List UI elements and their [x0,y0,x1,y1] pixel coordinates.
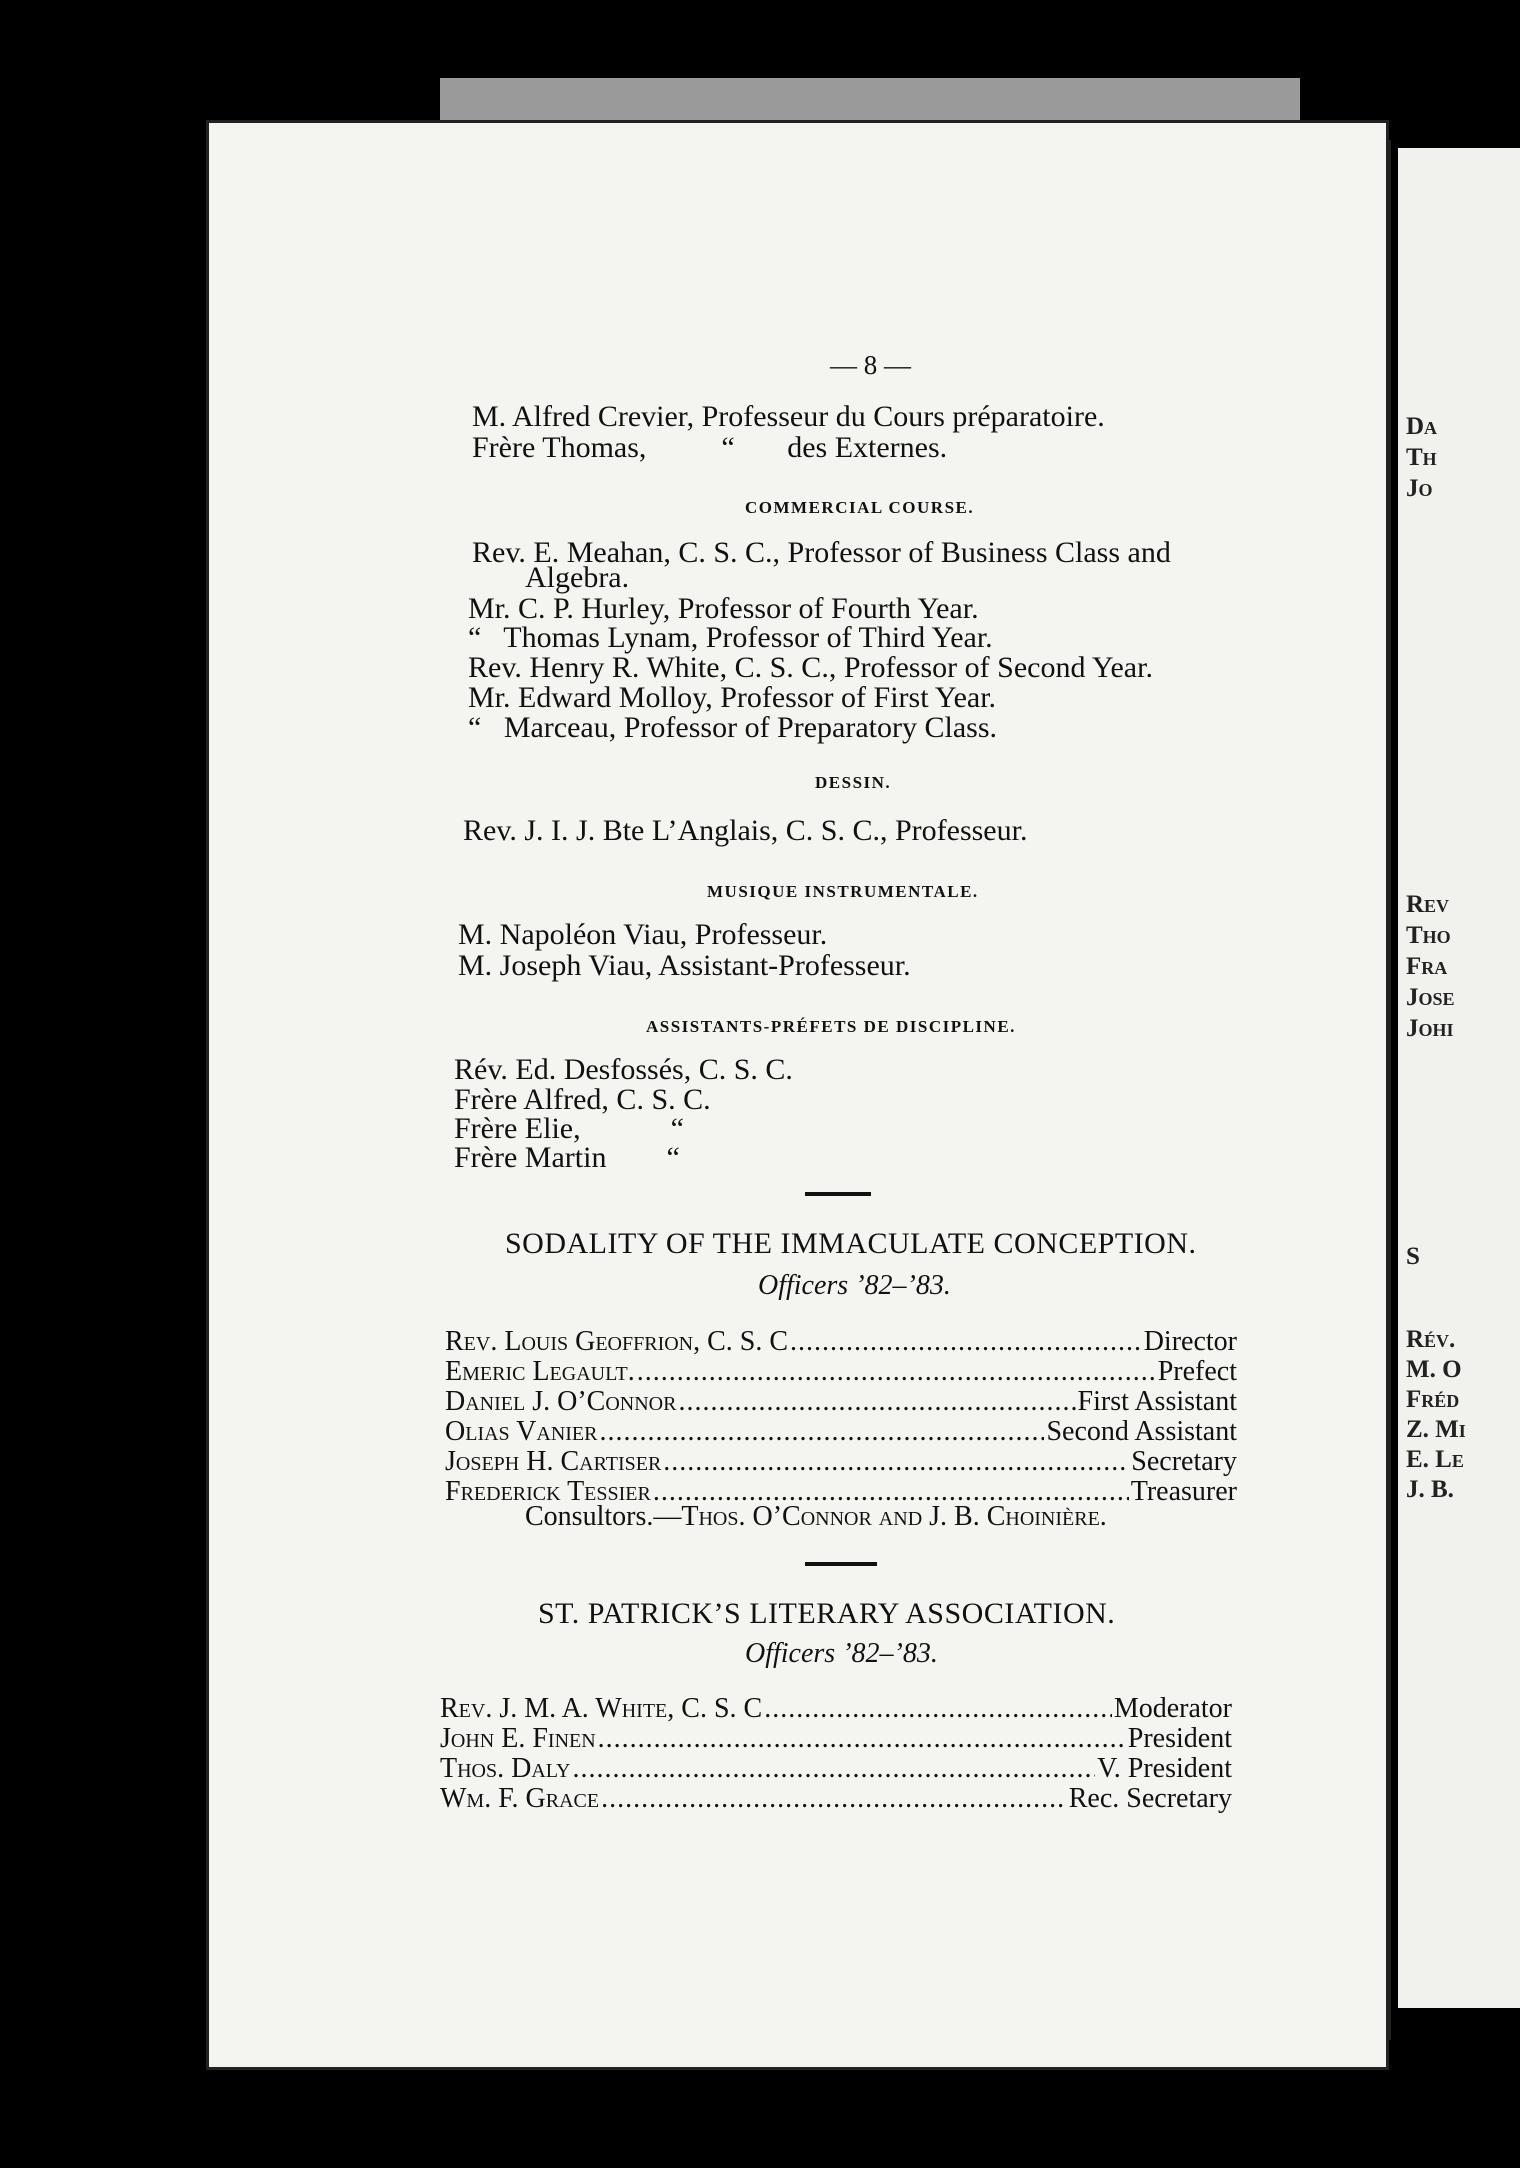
consultors-label: Consultors.— [525,1501,682,1532]
officer-row [440,1723,1232,1755]
section-heading: ASSISTANTS-PRÉFETS DE DISCIPLINE. [646,1017,1016,1036]
section-divider [805,1192,871,1196]
section-heading: DESSIN. [815,773,892,792]
officer-role: Secretary [1131,1446,1237,1477]
fragment: Rev [1406,891,1450,918]
officer-row [445,1386,1237,1418]
leader-dots [601,1783,1067,1815]
fragment: J. B. [1406,1476,1454,1503]
fragment: S [1406,1243,1420,1270]
officer-role: Director [1143,1326,1237,1357]
society-title: ST. PATRICK’S LITERARY ASSOCIATION. [538,1597,1116,1630]
leader-dots [678,1386,1075,1418]
faculty-line: Rév. Ed. Desfossés, C. S. C. [454,1053,793,1086]
officer-row [440,1693,1232,1725]
officer-row [445,1356,1237,1388]
officers-subtitle: Officers ’82–’83. [758,1270,951,1301]
consultors-line [525,1501,1107,1533]
section-heading: COMMERCIAL COURSE. [745,498,975,517]
faculty-line: Frère Thomas, “ des Externes. [472,431,948,464]
officer-name: Emeric Legault. [445,1356,635,1387]
officer-role: Treasurer [1130,1476,1237,1507]
fragment: Z. Mi [1406,1416,1466,1443]
fragment: Jo [1406,475,1433,502]
faculty-line: M. Alfred Crevier, Professeur du Cours préparatoire. [472,400,1105,433]
officer-name: Rev. J. M. A. White, C. S. C [440,1693,763,1724]
fragment: Rév. [1406,1326,1456,1353]
officer-name: Olias Vanier [445,1416,598,1447]
officer-row [445,1446,1237,1478]
consultors-names: Thos. O’Connor and J. B. Choinière. [681,1501,1107,1532]
leader-dots [663,1446,1129,1478]
faculty-line: Frère Martin “ [454,1141,680,1174]
fragment: M. O [1406,1356,1462,1383]
officer-role: Prefect [1157,1356,1237,1387]
officer-role: First Assistant [1077,1386,1237,1417]
officer-role: Moderator [1113,1693,1232,1724]
fragment: Johi [1406,1015,1454,1042]
faculty-line: “ Thomas Lynam, Professor of Third Year. [468,621,993,654]
faculty-line: Rev. J. I. J. Bte L’Anglais, C. S. C., Professeur. [463,814,1028,847]
faculty-line: Algebra. [525,561,630,594]
fragment: Th [1406,444,1437,471]
leader-dots [598,1723,1126,1755]
officer-row [445,1416,1237,1448]
faculty-line: Rev. E. Meahan, C. S. C., Professor of Business Class and [472,536,1171,569]
leader-dots [637,1356,1156,1388]
leader-dots [599,1416,1044,1448]
officer-role: Rec. Secretary [1068,1783,1232,1814]
fragment: Jose [1406,984,1455,1011]
officer-role: President [1127,1723,1232,1754]
society-title: SODALITY OF THE IMMACULATE CONCEPTION. [505,1227,1197,1260]
faculty-line: Frère Elie, “ [454,1112,684,1145]
officer-role: V. President [1097,1753,1232,1784]
officer-name: Joseph H. Cartiser [445,1446,662,1477]
officer-row [440,1753,1232,1785]
officer-name: Wm. F. Grace [440,1783,600,1814]
page-edge [1386,140,1391,2040]
leader-dots [572,1753,1095,1785]
officer-name: Daniel J. O’Connor [445,1386,677,1417]
faculty-line: M. Joseph Viau, Assistant-Professeur. [458,949,911,982]
leader-dots [764,1693,1112,1725]
adjacent-page [1398,148,1520,2008]
faculty-line: Frère Alfred, C. S. C. [454,1083,711,1116]
fragment: E. Le [1406,1446,1464,1473]
faculty-line: M. Napoléon Viau, Professeur. [458,918,828,951]
fragment: Fra [1406,953,1448,980]
leader-dots [790,1326,1142,1358]
officer-row [440,1783,1232,1815]
officers-subtitle: Officers ’82–’83. [745,1638,938,1669]
officer-name: John E. Finen [440,1723,596,1754]
section-heading: MUSIQUE INSTRUMENTALE. [707,882,979,901]
fragment: Fréd [1406,1386,1460,1413]
faculty-line: Rev. Henry R. White, C. S. C., Professor of Second Year. [468,651,1153,684]
section-divider [805,1562,877,1566]
faculty-line: Mr. Edward Molloy, Professor of First Year. [468,681,997,714]
faculty-line: Mr. C. P. Hurley, Professor of Fourth Year. [468,592,979,625]
officer-row [445,1326,1237,1358]
page-number: — 8 — [830,350,911,380]
officer-name: Rev. Louis Geoffrion, C. S. C [445,1326,789,1357]
officer-role: Second Assistant [1046,1416,1237,1447]
officer-name: Frederick Tessier [445,1476,651,1507]
fragment: Da [1406,413,1438,440]
officer-name: Thos. Daly [440,1753,571,1784]
faculty-line: “ Marceau, Professor of Preparatory Class. [468,711,997,744]
fragment: Tho [1406,922,1451,949]
